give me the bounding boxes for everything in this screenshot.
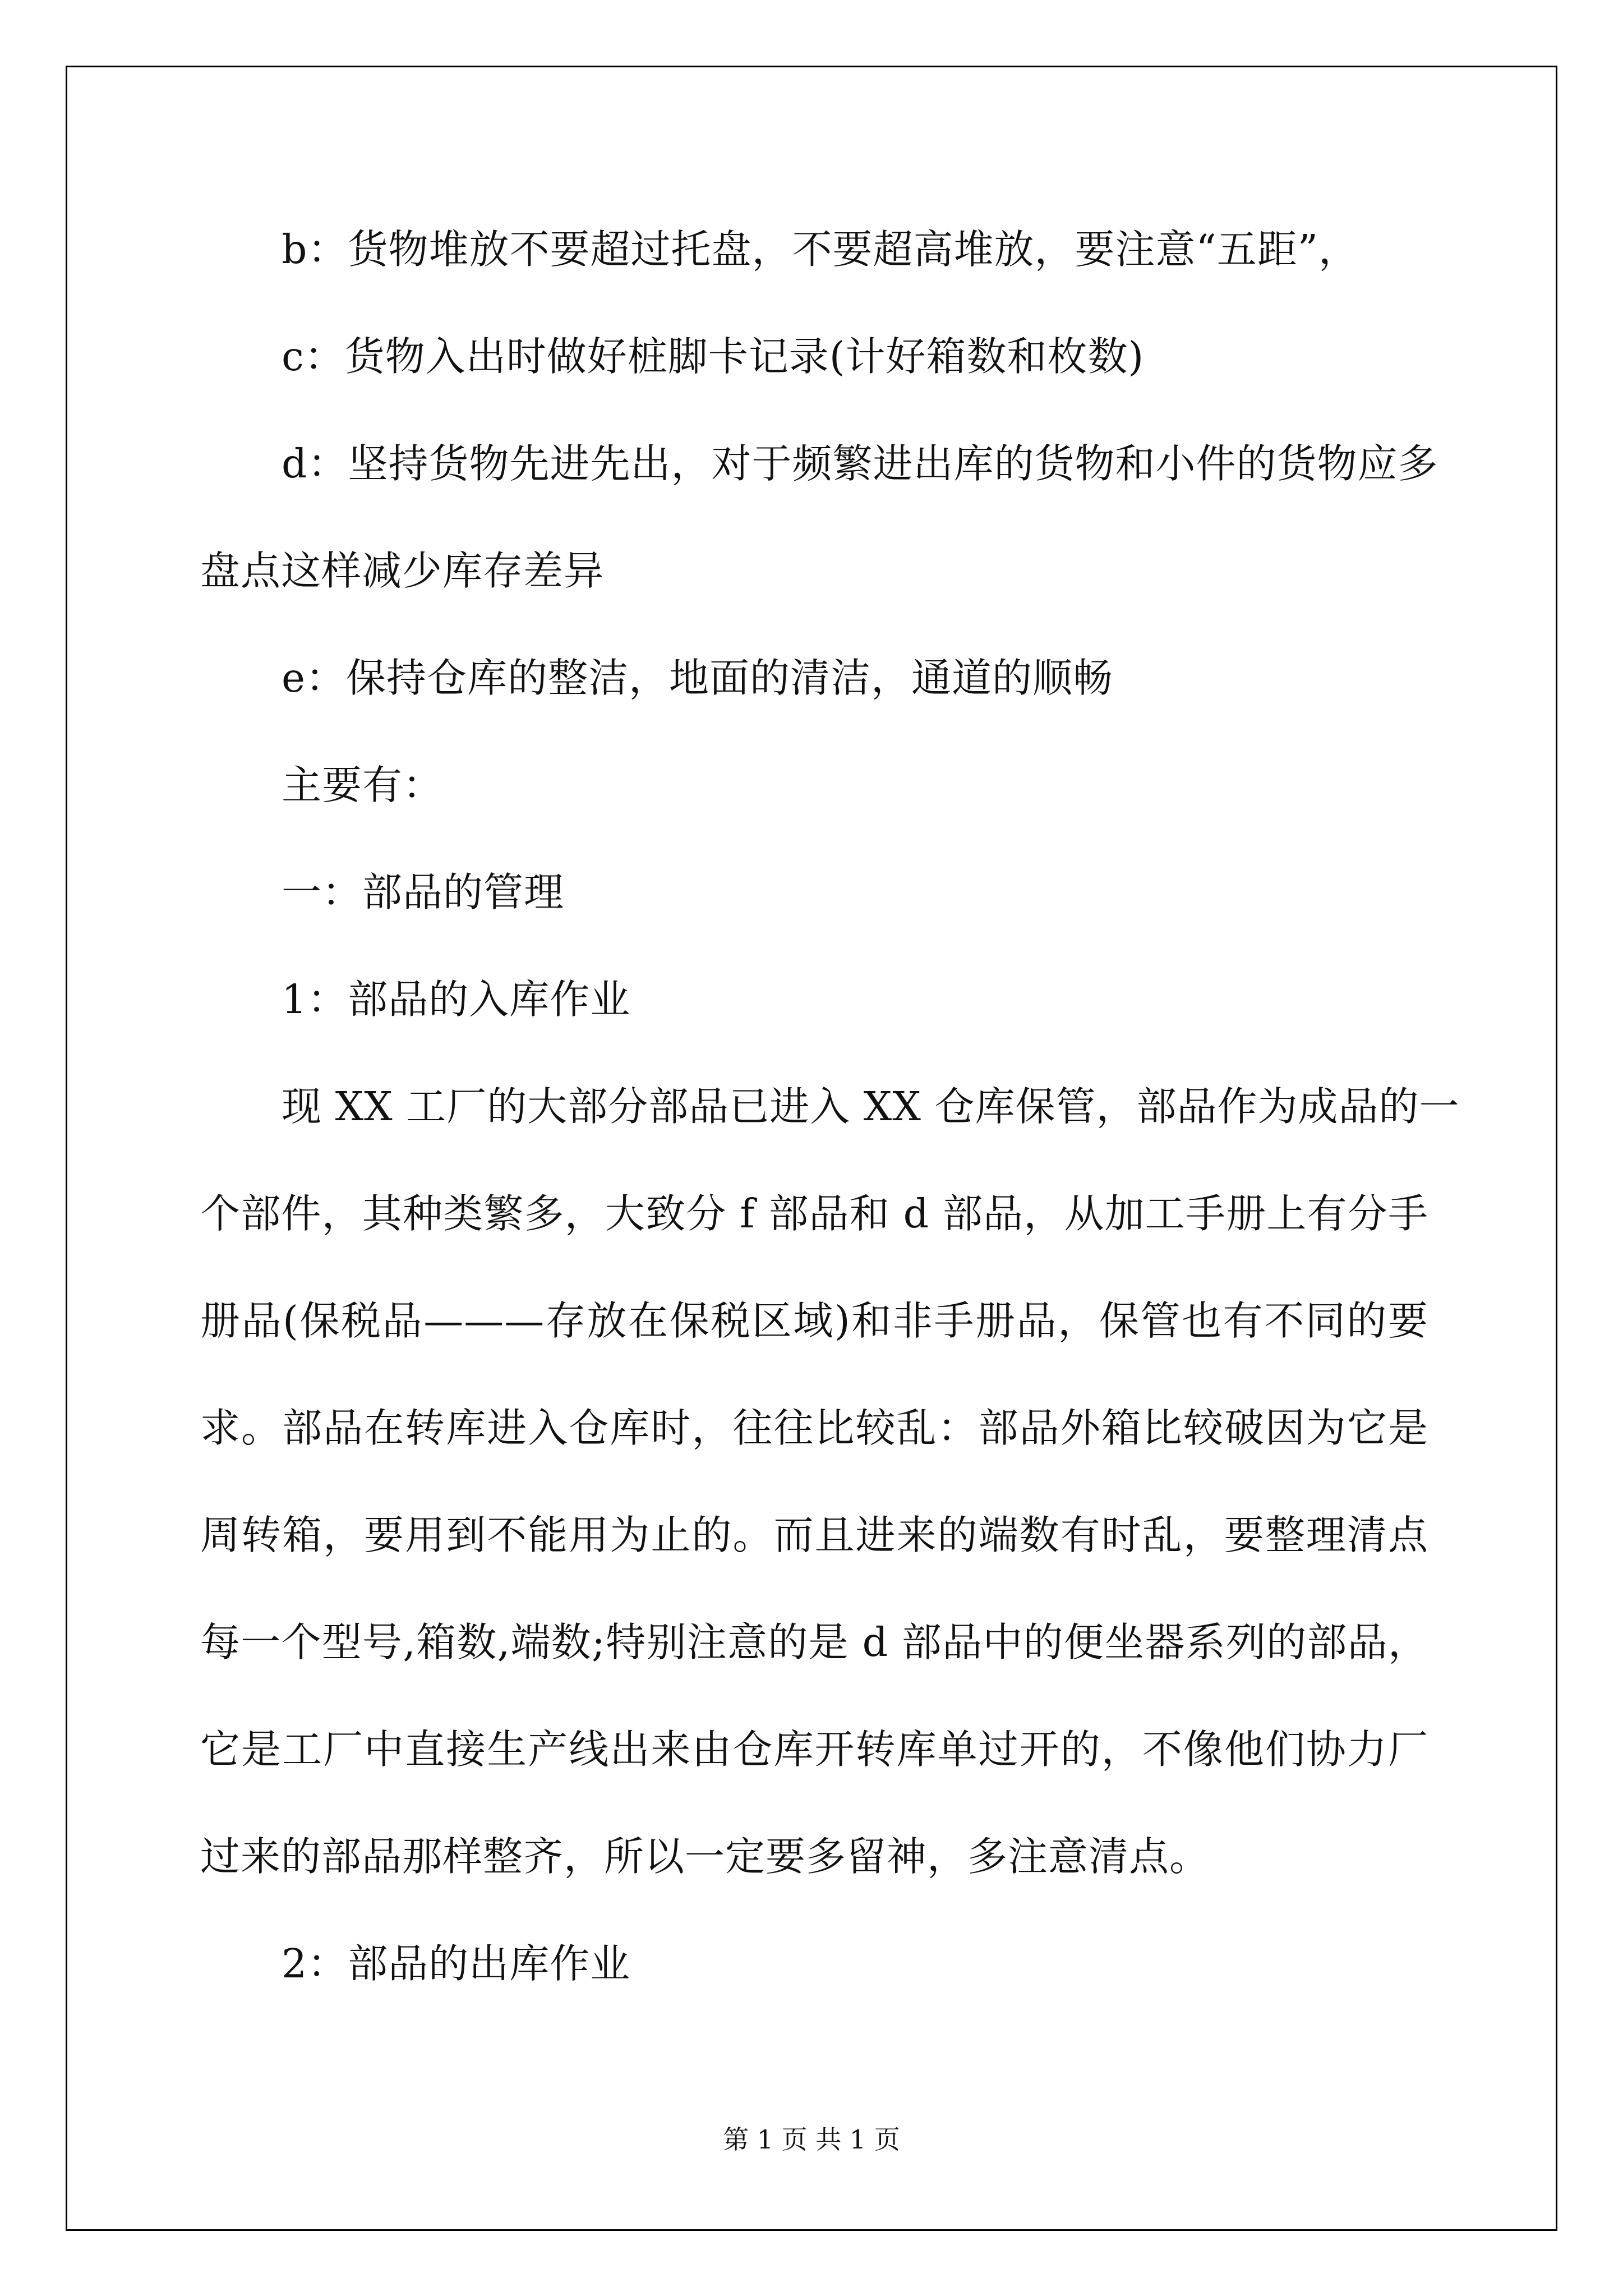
page-border [66, 66, 1557, 2231]
paragraph-line: 个部件，其种类繁多，大致分 f 部品和 d 部品，从加工手册上有分手 [200, 1190, 1428, 1237]
paragraph-line-b: b：货物堆放不要超过托盘，不要超高堆放，要注意“五距”， [282, 226, 1359, 273]
paragraph-line: 册品(保税品———存放在保税区域)和非手册品，保管也有不同的要 [200, 1297, 1428, 1344]
paragraph-line: 每一个型号,箱数,端数;特别注意的是 d 部品中的便坐器系列的部品， [200, 1619, 1428, 1665]
paragraph-line: 周转箱，要用到不能用为止的。而且进来的端数有时乱，要整理清点 [200, 1512, 1428, 1558]
paragraph-line: 它是工厂中直接生产线出来由仓库开转库单过开的，不像他们协力厂 [200, 1726, 1428, 1773]
paragraph-line-d: d：坚持货物先进先出，对于频繁进出库的货物和小件的货物应多 [282, 440, 1438, 487]
page-footer: 第 1 页 共 1 页 [723, 2124, 900, 2155]
heading-parts-inbound: 1：部品的入库作业 [282, 976, 631, 1023]
paragraph-line-e: e：保持仓库的整洁，地面的清洁，通道的顺畅 [282, 655, 1114, 701]
paragraph-line-d-cont: 盘点这样减少库存差异 [200, 547, 605, 594]
paragraph-line: 现 XX 工厂的大部分部品已进入 XX 仓库保管，部品作为成品的一 [282, 1083, 1460, 1130]
paragraph-line-c: c：货物入出时做好桩脚卡记录(计好箱数和枚数) [282, 333, 1145, 380]
heading-parts-outbound: 2：部品的出库作业 [282, 1940, 631, 1987]
paragraph-line: 求。部品在转库进入仓库时，往往比较乱：部品外箱比较破因为它是 [200, 1405, 1428, 1451]
section-label: 主要有： [282, 762, 444, 808]
paragraph-line: 过来的部品那样整齐，所以一定要多留神，多注意清点。 [200, 1833, 1210, 1880]
heading-parts-management: 一：部品的管理 [282, 869, 565, 915]
